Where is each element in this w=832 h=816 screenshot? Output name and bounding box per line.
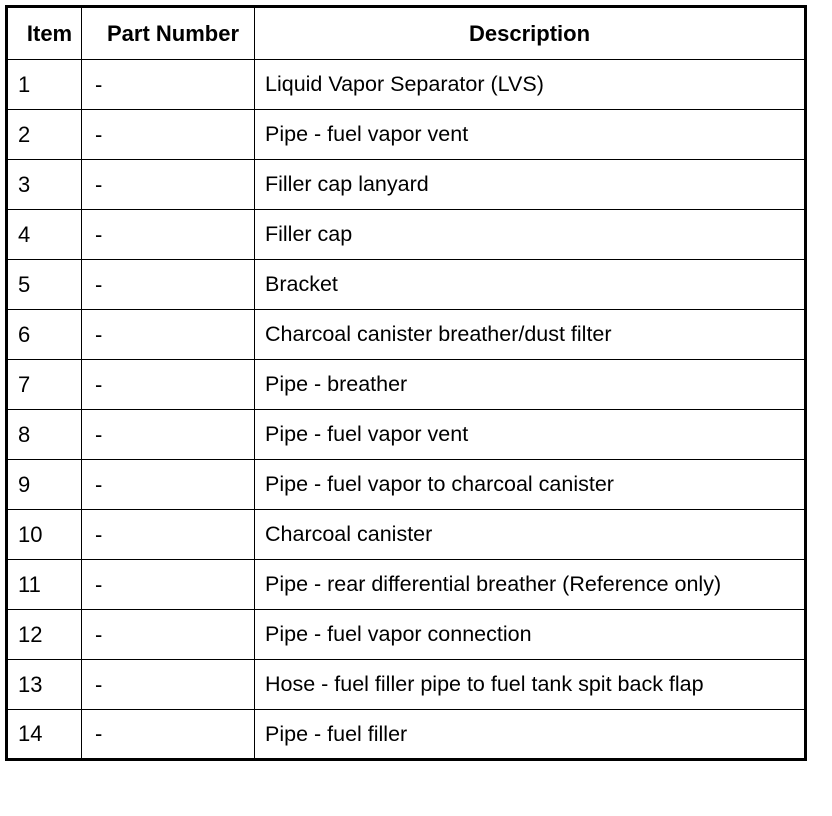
part-number-cell: - [82,460,255,510]
header-description: Description [255,7,806,60]
item-cell: 11 [7,560,82,610]
description-cell: Bracket [255,260,806,310]
table-row [7,110,806,160]
description-cell: Filler cap lanyard [255,160,806,210]
table-row [7,310,806,360]
part-number-cell: - [82,110,255,160]
part-number-cell: - [82,310,255,360]
description-cell: Pipe - fuel filler [255,710,806,760]
item-cell: 3 [7,160,82,210]
header-part-number: Part Number [82,7,255,60]
table-row [7,410,806,460]
description-cell: Filler cap [255,210,806,260]
table-row [7,160,806,210]
item-cell: 10 [7,510,82,560]
item-cell: 1 [7,60,82,110]
description-cell: Pipe - fuel vapor to charcoal canister [255,460,806,510]
part-number-cell: - [82,60,255,110]
header-row [7,7,806,60]
parts-table [5,5,807,761]
table-row [7,260,806,310]
header-item: Item [7,7,82,60]
part-number-cell: - [82,560,255,610]
item-cell: 8 [7,410,82,460]
table-row [7,360,806,410]
item-cell: 12 [7,610,82,660]
part-number-cell: - [82,710,255,760]
description-cell: Pipe - rear differential breather (Reference only) [255,560,806,610]
part-number-cell: - [82,260,255,310]
item-cell: 2 [7,110,82,160]
part-number-cell: - [82,160,255,210]
part-number-cell: - [82,510,255,560]
description-cell: Pipe - fuel vapor vent [255,410,806,460]
description-cell: Hose - fuel filler pipe to fuel tank spit back flap [255,660,806,710]
description-cell: Pipe - fuel vapor vent [255,110,806,160]
description-cell: Liquid Vapor Separator (LVS) [255,60,806,110]
description-cell: Charcoal canister breather/dust filter [255,310,806,360]
item-cell: 14 [7,710,82,760]
table-row [7,710,806,760]
table-row [7,60,806,110]
table-row [7,460,806,510]
item-cell: 4 [7,210,82,260]
item-cell: 9 [7,460,82,510]
part-number-cell: - [82,210,255,260]
part-number-cell: - [82,410,255,460]
item-cell: 5 [7,260,82,310]
table-row [7,610,806,660]
table-row [7,210,806,260]
table-row [7,510,806,560]
part-number-cell: - [82,660,255,710]
part-number-cell: - [82,360,255,410]
description-cell: Pipe - breather [255,360,806,410]
item-cell: 7 [7,360,82,410]
item-cell: 6 [7,310,82,360]
table-row [7,660,806,710]
part-number-cell: - [82,610,255,660]
description-cell: Pipe - fuel vapor connection [255,610,806,660]
item-cell: 13 [7,660,82,710]
description-cell: Charcoal canister [255,510,806,560]
table-row [7,560,806,610]
